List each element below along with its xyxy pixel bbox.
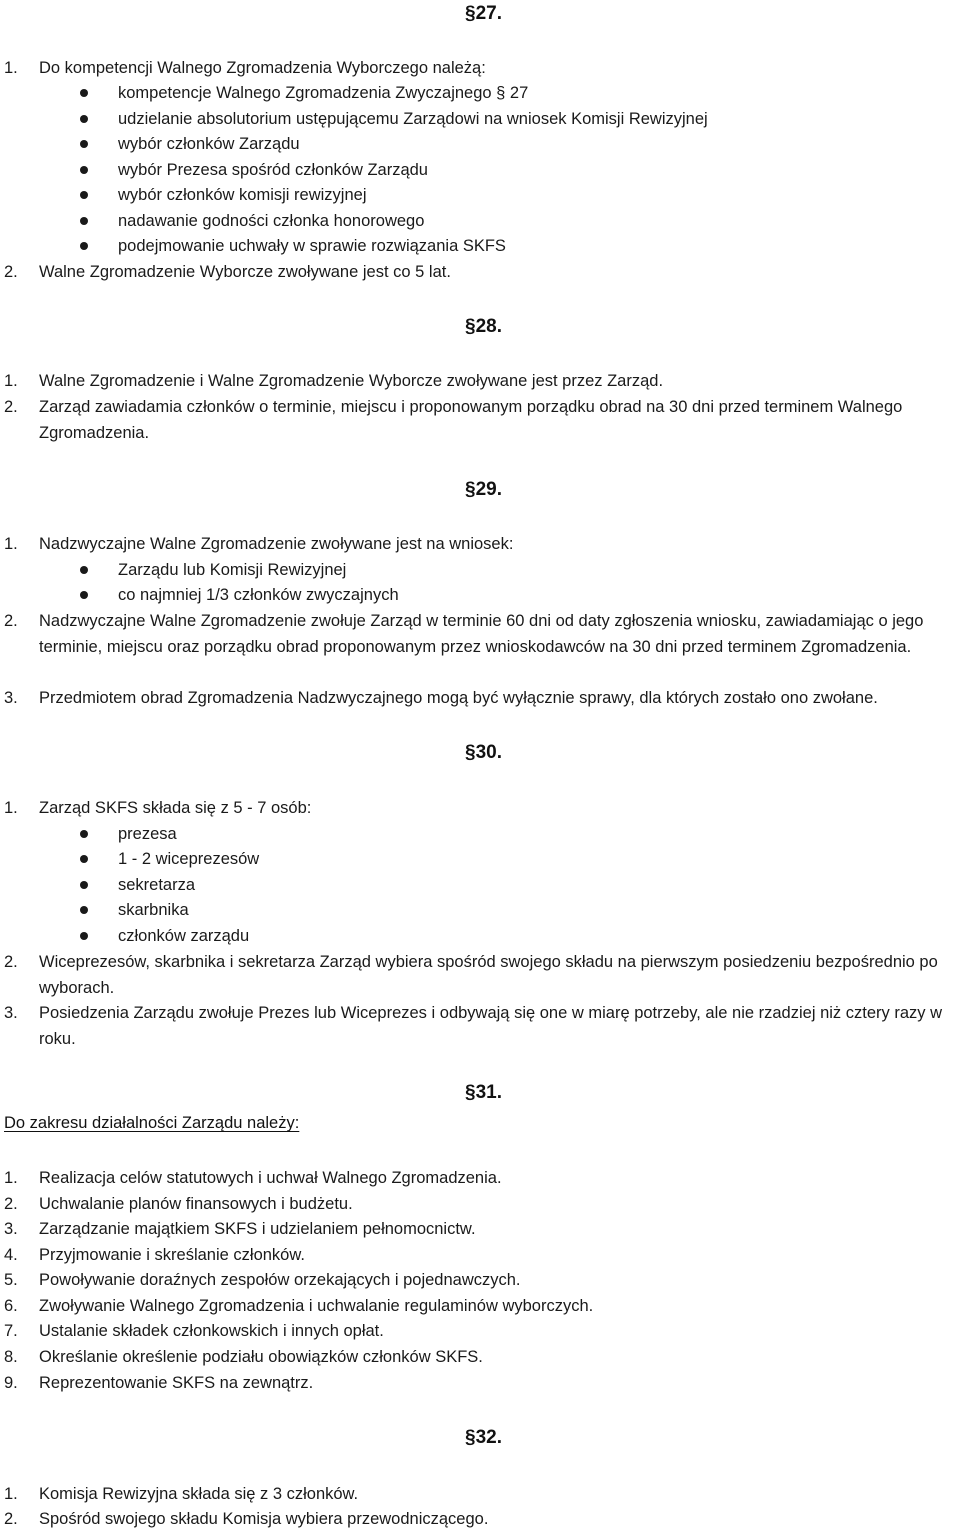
s31-item-8-text: Określanie określenie podziału obowiązków członków SKFS. [39,1348,483,1366]
s31-item-9-text: Reprezentowanie SKFS na zewnątrz. [39,1374,314,1392]
s31-item-3-text: Zarządzanie majątkiem SKFS i udzielaniem pełnomocnictw. [39,1220,476,1238]
s27-item-2 [0,260,950,286]
s27-bullet-6-text: nadawanie godności członka honorowego [118,212,425,230]
s31-item-7-number: 7. [4,1322,18,1340]
s30-bullet-4-text: skarbnika [118,901,189,919]
s27-bullet-4 [0,158,950,184]
s28-item-2 [0,395,950,447]
s27-bullet-3 [0,132,950,158]
s30-bullet-4 [0,898,950,924]
bullet-icon [80,242,88,250]
s28-item-2-text: Zarząd zawiadamia członków o terminie, miejscu i proponowanym porządku obrad na 30 dni przed terminem Walnego Zgromadzenia. [39,398,903,442]
s27-item-1 [0,56,950,82]
section-heading-31: §31. [465,1082,502,1103]
s31-item-7 [0,1319,950,1345]
s29-bullet-1 [0,558,950,584]
s27-bullet-1 [0,81,950,107]
bullet-icon [80,855,88,863]
s30-bullet-3 [0,873,950,899]
s27-item-1-number: 1. [4,59,18,77]
s31-item-3-number: 3. [4,1220,18,1238]
s32-item-2 [0,1507,950,1532]
s31-item-2-text: Uchwalanie planów finansowych i budżetu. [39,1195,353,1213]
s27-bullet-2-text: udzielanie absolutorium ustępującemu Zarządowi na wniosek Komisji Rewizyjnej [118,110,708,128]
s29-bullet-1-text: Zarządu lub Komisji Rewizyjnej [118,561,347,579]
s29-item-2-number: 2. [4,612,18,630]
s31-item-4 [0,1243,950,1269]
s30-item-3-text: Posiedzenia Zarządu zwołuje Prezes lub Wiceprezes i odbywają się one w miarę potrzeby, ale nie rzadziej niż cztery razy w roku. [39,1004,943,1048]
s30-item-1-text: Zarząd SKFS składa się z 5 - 7 osób: [39,799,312,817]
s31-item-1-number: 1. [4,1169,18,1187]
s28-item-1-number: 1. [4,372,18,390]
s27-bullet-5-text: wybór członków komisji rewizyjnej [118,186,367,204]
s30-item-3 [0,1001,950,1053]
s28-item-2-number: 2. [4,398,18,416]
bullet-icon [80,881,88,889]
s28-item-1 [0,369,950,395]
s30-item-2 [0,950,950,1002]
s30-bullet-5-text: członków zarządu [118,927,250,945]
s30-bullet-1-text: prezesa [118,825,177,843]
s31-item-8 [0,1345,950,1371]
s32-item-1-number: 1. [4,1485,18,1503]
s31-item-4-number: 4. [4,1246,18,1264]
s30-bullet-5 [0,924,950,950]
bullet-icon [80,591,88,599]
s32-item-1-text: Komisja Rewizyjna składa się z 3 członków. [39,1485,359,1503]
bullet-icon [80,830,88,838]
s32-item-1 [0,1482,950,1508]
bullet-icon [80,906,88,914]
s27-bullet-5 [0,183,950,209]
s31-item-1-text: Realizacja celów statutowych i uchwał Walnego Zgromadzenia. [39,1169,502,1187]
section-heading-27: §27. [465,3,502,24]
s30-bullet-2 [0,847,950,873]
s29-item-3-number: 3. [4,689,18,707]
s32-item-2-text: Spośród swojego składu Komisja wybiera przewodniczącego. [39,1510,489,1528]
s31-item-6-number: 6. [4,1297,18,1315]
bullet-icon [80,191,88,199]
s31-item-2 [0,1192,950,1218]
s31-item-6 [0,1294,950,1320]
section-heading-28: §28. [465,316,502,337]
s31-subheading: Do zakresu działalności Zarządu należy: [4,1114,300,1132]
s27-bullet-2 [0,107,950,133]
s30-item-1 [0,796,950,822]
s27-bullet-1-text: kompetencje Walnego Zgromadzenia Zwyczajnego § 27 [118,84,529,102]
s27-bullet-4-text: wybór Prezesa spośród członków Zarządu [118,161,428,179]
bullet-icon [80,217,88,225]
bullet-icon [80,166,88,174]
s31-item-2-number: 2. [4,1195,18,1213]
s31-item-4-text: Przyjmowanie i skreślanie członków. [39,1246,305,1264]
bullet-icon [80,89,88,97]
section-heading-30: §30. [465,742,502,763]
s29-item-1-text: Nadzwyczajne Walne Zgromadzenie zwoływane jest na wniosek: [39,535,514,553]
s31-item-6-text: Zwoływanie Walnego Zgromadzenia i uchwalanie regulaminów wyborczych. [39,1297,594,1315]
s30-bullet-3-text: sekretarza [118,876,196,894]
s30-item-3-number: 3. [4,1004,18,1022]
s29-item-1-number: 1. [4,535,18,553]
s27-item-2-text: Walne Zgromadzenie Wyborcze zwoływane jest co 5 lat. [39,263,451,281]
s31-item-9-number: 9. [4,1374,18,1392]
s31-item-7-text: Ustalanie składek członkowskich i innych opłat. [39,1322,384,1340]
s31-item-5-number: 5. [4,1271,18,1289]
s29-bullet-2-text: co najmniej 1/3 członków zwyczajnych [118,586,399,604]
s27-bullet-7 [0,234,950,260]
s29-item-2-text: Nadzwyczajne Walne Zgromadzenie zwołuje Zarząd w terminie 60 dni od daty zgłoszenia wniosku, zawiadamiając o jego terminie, miejscu oraz porządku obrad proponowanym przez wnioskodawców na 30 dni przed terminem Zgromadzenia. [39,612,924,656]
s31-item-9 [0,1371,950,1397]
s28-item-1-text: Walne Zgromadzenie i Walne Zgromadzenie Wyborcze zwoływane jest przez Zarząd. [39,372,664,390]
s27-item-2-number: 2. [4,263,18,281]
s30-bullet-2-text: 1 - 2 wiceprezesów [118,850,260,868]
s29-item-2 [0,609,950,687]
bullet-icon [80,932,88,940]
s30-bullet-1 [0,822,950,848]
s31-item-1 [0,1166,950,1192]
bullet-icon [80,115,88,123]
section-heading-32: §32. [465,1427,502,1448]
s29-bullet-2 [0,583,950,609]
s32-item-2-number: 2. [4,1510,18,1528]
s31-item-5 [0,1268,950,1294]
bullet-icon [80,140,88,148]
s30-item-1-number: 1. [4,799,18,817]
s27-item-1-text: Do kompetencji Walnego Zgromadzenia Wyborczego należą: [39,59,486,77]
s30-item-2-number: 2. [4,953,18,971]
s30-item-2-text: Wiceprezesów, skarbnika i sekretarza Zarząd wybiera spośród swojego składu na pierwszym posiedzeniu bezpośrednio po wyborach. [39,953,938,997]
s27-bullet-6 [0,209,950,235]
s31-item-3 [0,1217,950,1243]
section-heading-29: §29. [465,479,502,500]
s29-item-3-text: Przedmiotem obrad Zgromadzenia Nadzwyczajnego mogą być wyłącznie sprawy, dla których zostało ono zwołane. [39,689,878,707]
s29-item-1 [0,532,950,558]
bullet-icon [80,566,88,574]
s29-item-3 [0,686,950,712]
s27-bullet-7-text: podejmowanie uchwały w sprawie rozwiązania SKFS [118,237,506,255]
s31-item-8-number: 8. [4,1348,18,1366]
s27-bullet-3-text: wybór członków Zarządu [118,135,300,153]
s31-item-5-text: Powoływanie doraźnych zespołów orzekających i pojednawczych. [39,1271,521,1289]
